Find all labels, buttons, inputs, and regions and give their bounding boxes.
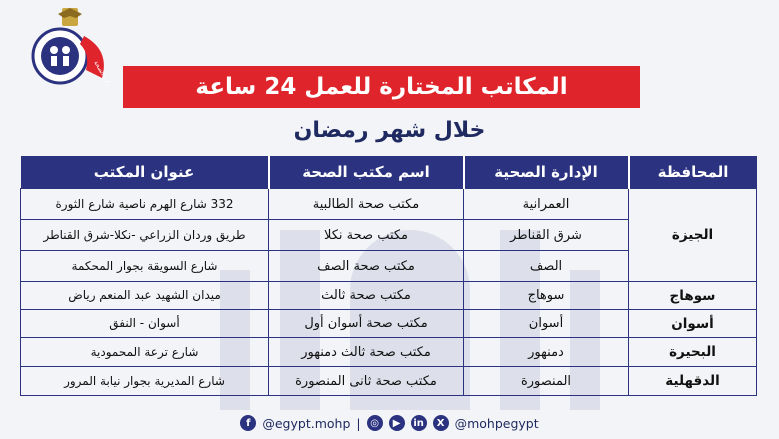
governorate-cell: الدقهلية — [629, 367, 757, 396]
admin-cell: أسوان — [464, 310, 629, 338]
office-cell: مكتب صحة ثالث دمنهور — [269, 338, 464, 367]
social-footer — [0, 410, 779, 436]
office-cell: مكتب صحة أسوان أول — [269, 310, 464, 338]
admin-cell: سوهاج — [464, 282, 629, 310]
x-twitter-icon[interactable]: X — [433, 415, 449, 431]
address-cell: شارع السويقة بجوار المحكمة — [21, 251, 269, 282]
address-cell: طريق وردان الزراعي -نكلا-شرق القناطر — [21, 220, 269, 251]
governorate-cell: البحيرة — [629, 338, 757, 367]
admin-cell: دمنهور — [464, 338, 629, 367]
office-cell: مكتب صحة ثالث — [269, 282, 464, 310]
address-cell: 332 شارع الهرم ناصية شارع الثورة — [21, 189, 269, 220]
admin-cell: الصف — [464, 251, 629, 282]
youtube-icon[interactable]: ▶ — [389, 415, 405, 431]
eagle-emblem-icon — [58, 8, 82, 26]
table-row — [21, 282, 757, 310]
table-row — [21, 189, 757, 220]
column-header-address: عنوان المكتب — [21, 156, 269, 189]
office-cell: مكتب صحة نكلا — [269, 220, 464, 251]
column-header-office: اسم مكتب الصحة — [269, 156, 464, 189]
office-cell: مكتب صحة الصف — [269, 251, 464, 282]
office-cell: مكتب صحة ثانى المنصورة — [269, 367, 464, 396]
page-subtitle: خلال شهر رمضان — [293, 118, 486, 143]
social-handle[interactable]: @mohpegypt — [454, 415, 539, 431]
column-header-admin: الإدارة الصحية — [464, 156, 629, 189]
table-row — [21, 367, 757, 396]
facebook-handle[interactable]: @egypt.mohp — [262, 415, 351, 431]
table-header-row — [21, 156, 757, 189]
admin-cell: المنصورة — [464, 367, 629, 396]
governorate-cell: الجيزة — [629, 189, 757, 282]
governorate-cell: أسوان — [629, 310, 757, 338]
facebook-icon[interactable]: f — [240, 415, 256, 431]
linkedin-icon[interactable]: in — [411, 415, 427, 431]
admin-cell: العمرانية — [464, 189, 629, 220]
governorate-cell: سوهاج — [629, 282, 757, 310]
table-row — [21, 310, 757, 338]
office-cell: مكتب صحة الطالبية — [269, 189, 464, 220]
address-cell: شارع المديرية بجوار نيابة المرور — [21, 367, 269, 396]
instagram-icon[interactable]: ◎ — [367, 415, 383, 431]
admin-cell: شرق القناطر — [464, 220, 629, 251]
svg-text:وزارة الصحة: وزارة الصحة — [92, 59, 114, 86]
table-row — [21, 338, 757, 367]
column-header-governorate: المحافظة — [629, 156, 757, 189]
footer-separator: | — [356, 415, 361, 431]
address-cell: شارع ترعة المحمودية — [21, 338, 269, 367]
address-cell: ميدان الشهيد عبد المنعم رياض — [21, 282, 269, 310]
ministry-logo — [24, 6, 116, 86]
page-title: المكاتب المختارة للعمل 24 ساعة — [123, 66, 640, 108]
address-cell: أسوان - النفق — [21, 310, 269, 338]
offices-table — [20, 156, 757, 396]
